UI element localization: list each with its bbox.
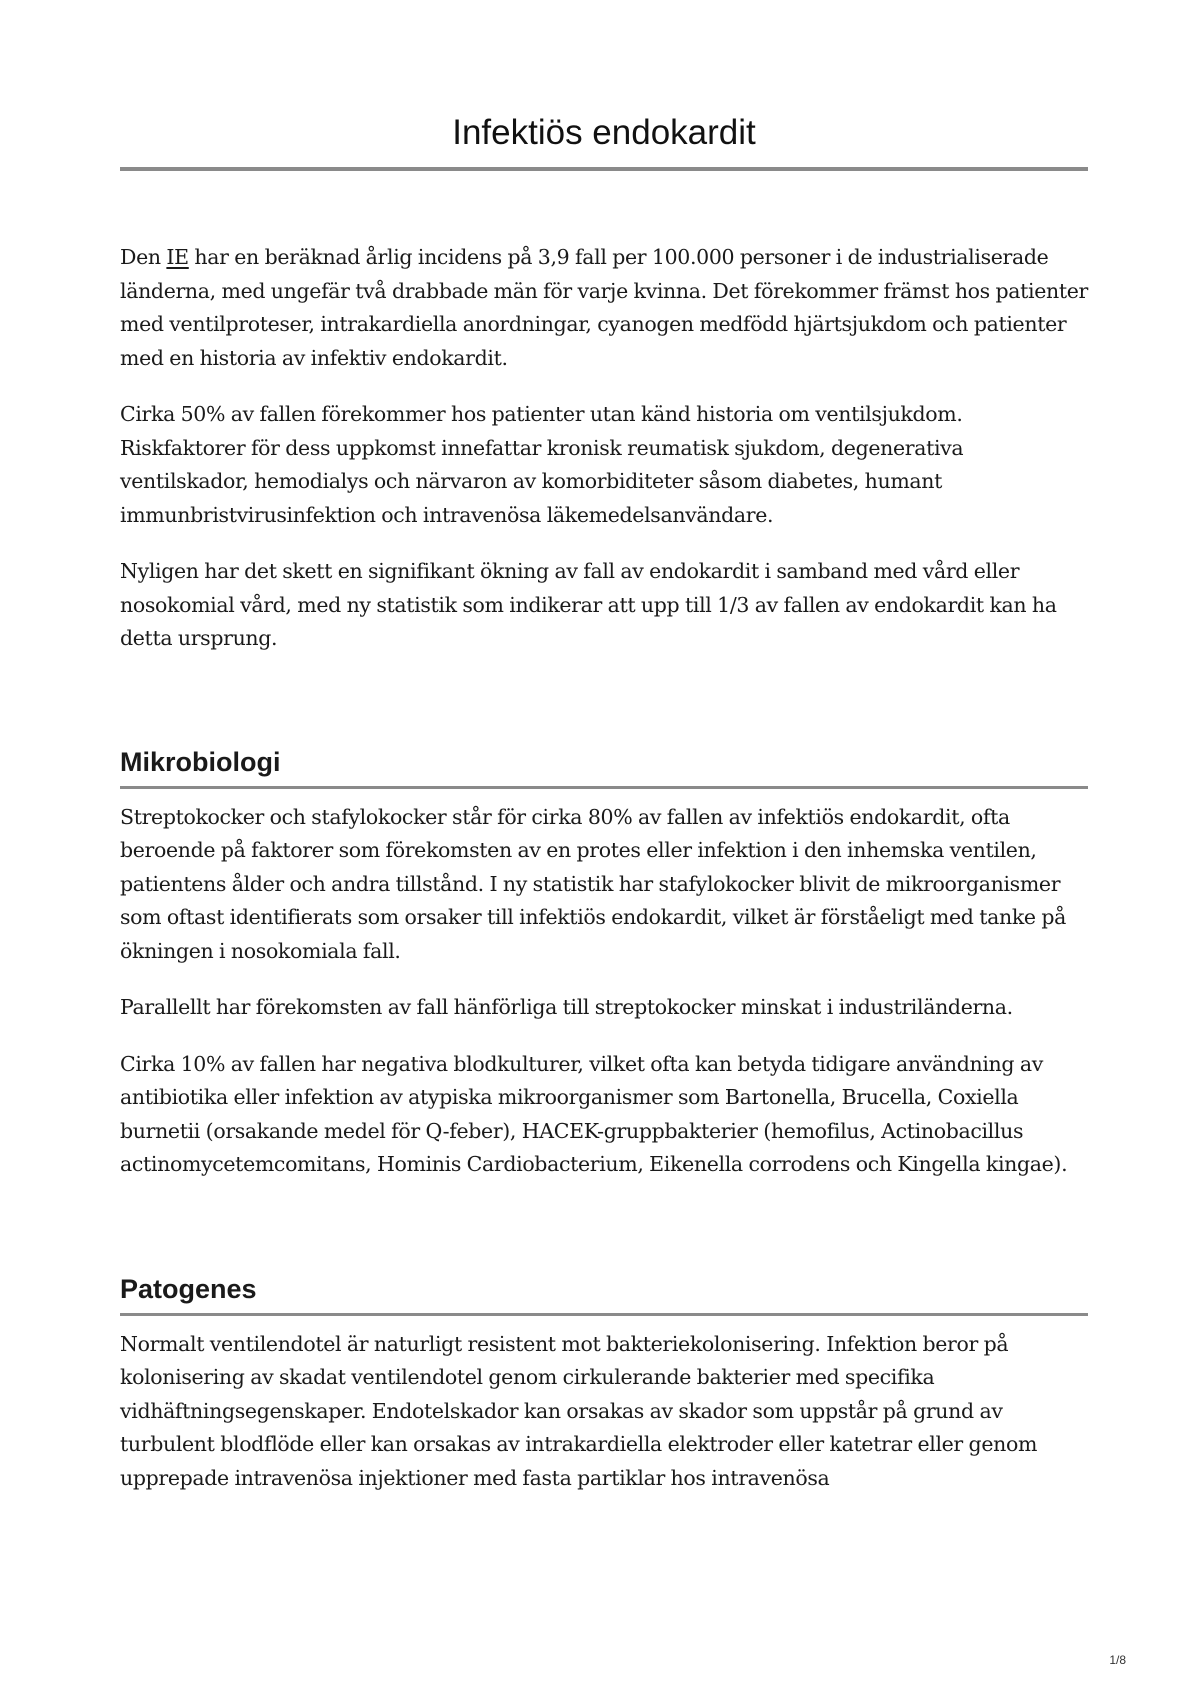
document-page	[120, 0, 1088, 1518]
ie-abbreviation-link[interactable]: IE	[166, 245, 189, 269]
document-title: Infektiös endokardit	[120, 0, 1088, 171]
mikrobiologi-paragraph-1: Streptokocker och stafylokocker står för cirka 80% av fallen av infektiös endokardit, ofta beroende på faktorer som förekomsten av en protes eller infektion i den inhemska ventilen, patientens ålder och andra tillstånd. I ny statistik har stafylokocker blivit de mikroorganismer som oftast identifierats som orsaker till infektiös endokardit, vilket är förståeligt med tanke på ökningen i nosokomiala fall.	[120, 804, 1066, 963]
intro-paragraph-3: Nyligen har det skett en signifikant ökning av fall av endokardit i samband med vård eller nosokomial vård, med ny statistik som indikerar att upp till 1/3 av fallen av endokardit kan ha detta ursprung.	[120, 559, 1057, 650]
mikrobiologi-paragraph-3: Cirka 10% av fallen har negativa blodkulturer, vilket ofta kan betyda tidigare användning av antibiotika eller infektion av atypiska mikroorganismer som Bartonella, Brucella, Coxiella burnetii (orsakande medel för Q-feber), HACEK-gruppbakterier (hemofilus, Actinobacillus actinomycetemcomitans, Hominis Cardiobacterium, Eikenella corrodens och Kingella kingae).	[120, 1051, 1068, 1176]
page-number: 1/8	[1109, 1653, 1126, 1667]
intro-paragraph-1-rest: har en beräknad årlig incidens på 3,9 fall per 100.000 personer i de industrialiserade länderna, med ungefär två drabbade män för varje kvinna. Det förekommer främst hos patienter med ventilproteser, intrakardiella anordningar, cyanogen medfödd hjärtsjukdom och patienter med en historia av infektiv endokardit.	[120, 245, 1089, 370]
intro-paragraph-1-start: Den	[120, 245, 167, 269]
section-heading-mikrobiologi: Mikrobiologi	[120, 747, 1088, 789]
intro-paragraph-1	[120, 241, 1088, 375]
patogenes-paragraph-1: Normalt ventilendotel är naturligt resistent mot bakteriekolonisering. Infektion beror på kolonisering av skadat ventilendotel genom cirkulerande bakterier med specifika vidhäftningsegenskaper. Endotelskador kan orsakas av skador som uppstår på grund av turbulent blodflöde eller kan orsakas av intrakardiella elektroder eller katetrar eller genom upprepade intravenösa injektioner med fasta partiklar hos intravenösa	[120, 1331, 1038, 1490]
intro-paragraph-2: Cirka 50% av fallen förekommer hos patienter utan känd historia om ventilsjukdom. Riskfaktorer för dess uppkomst innefattar kronisk reumatisk sjukdom, degenerativa ventilskador, hemodialys och närvaron av komorbiditeter såsom diabetes, humant immunbristvirusinfektion och intravenösa läkemedelsanvändare.	[120, 402, 964, 527]
intro-section	[120, 241, 1088, 656]
patogenes-section	[120, 1328, 1088, 1496]
mikrobiologi-section	[120, 801, 1088, 1182]
section-heading-patogenes: Patogenes	[120, 1274, 1088, 1316]
mikrobiologi-paragraph-2: Parallellt har förekomsten av fall hänförliga till streptokocker minskat i industriländerna.	[120, 995, 1013, 1019]
